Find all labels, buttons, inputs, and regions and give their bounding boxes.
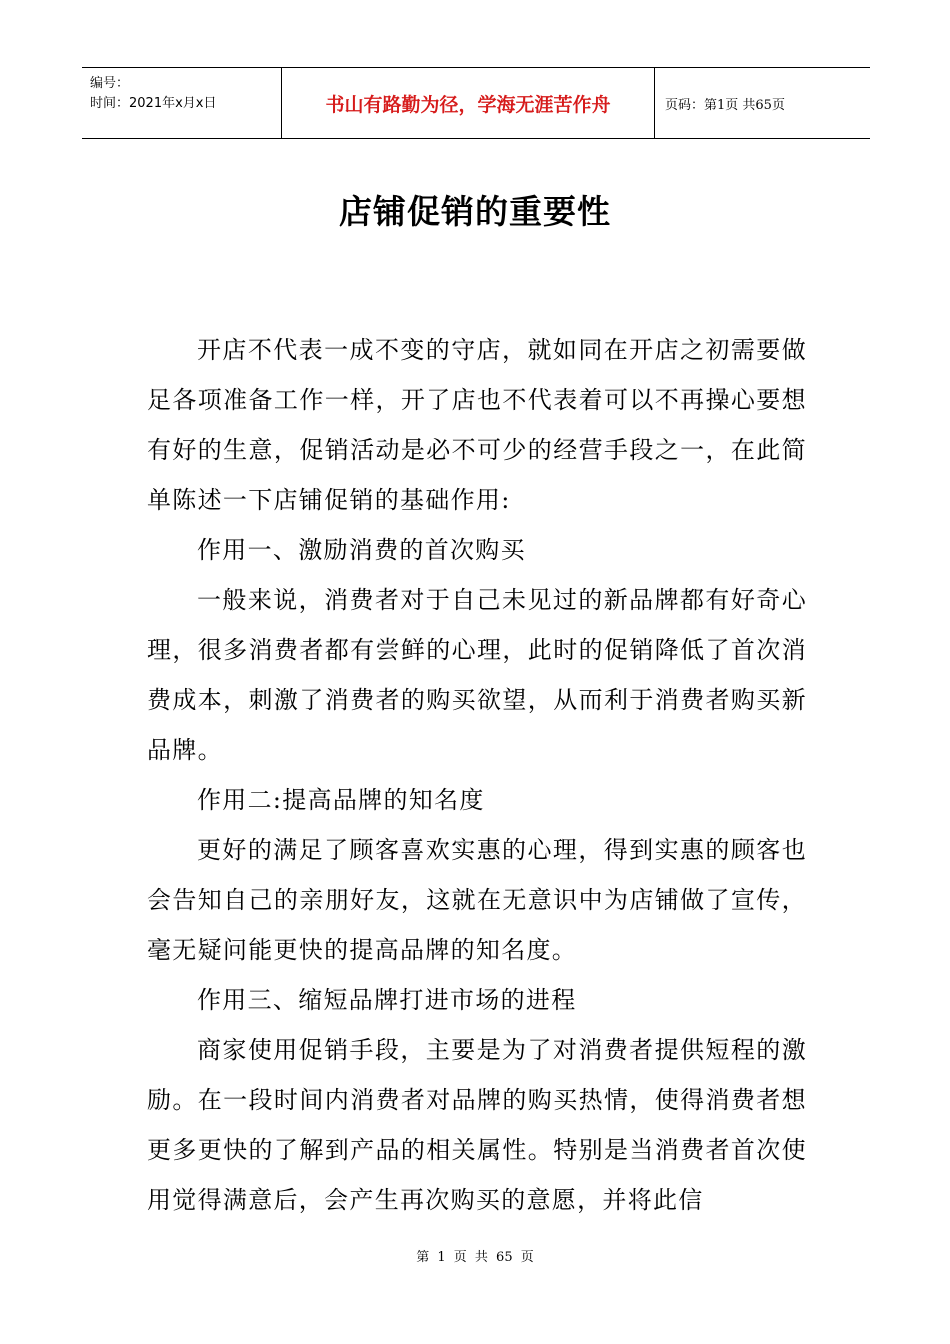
paragraph: 更好的满足了顾客喜欢实惠的心理，得到实惠的顾客也会告知自己的亲朋好友，这就在无意识中为店铺做了宣传，毫无疑问能更快的提高品牌的知名度。: [147, 836, 807, 964]
paragraph: 一般来说，消费者对于自己未见过的新品牌都有好奇心理，很多消费者都有尝鲜的心理，此时的促销降低了首次消费成本，刺激了消费者的购买欲望，从而利于消费者购买新品牌。: [147, 586, 807, 764]
paragraph: 商家使用促销手段，主要是为了对消费者提供短程的激励。在一段时间内消费者对品牌的购买热情，使得消费者想更多更快的了解到产品的相关属性。特别是当消费者首次使用觉得满意后，会产生再次购买的意愿，并将此信: [147, 1036, 807, 1214]
paragraph: 开店不代表一成不变的守店，就如同在开店之初需要做足各项准备工作一样，开了店也不代表着可以不再操心要想有好的生意，促销活动是必不可少的经营手段之一，在此简单陈述一下店铺促销的基础作用:: [147, 336, 807, 514]
header-motto: 书山有路勤为径，学海无涯苦作舟: [282, 68, 655, 138]
document-number-label: 编号：: [90, 76, 130, 91]
page-footer: 第 1 页 共 65 页: [416, 1250, 534, 1265]
section-heading: 作用一、激励消费的首次购买: [197, 536, 526, 564]
section-heading: 作用二:提高品牌的知名度: [197, 786, 485, 814]
document-title: 店铺促销的重要性: [339, 192, 611, 231]
header-table: [82, 67, 870, 139]
header-page-info: 页码：第1页 共65页: [665, 97, 785, 113]
document-time-label: 时间：2021年x月x日: [90, 96, 217, 111]
document-body: [147, 325, 807, 1225]
header-meta-cell: [82, 68, 282, 138]
section-heading: 作用三、缩短品牌打进市场的进程: [197, 986, 577, 1014]
